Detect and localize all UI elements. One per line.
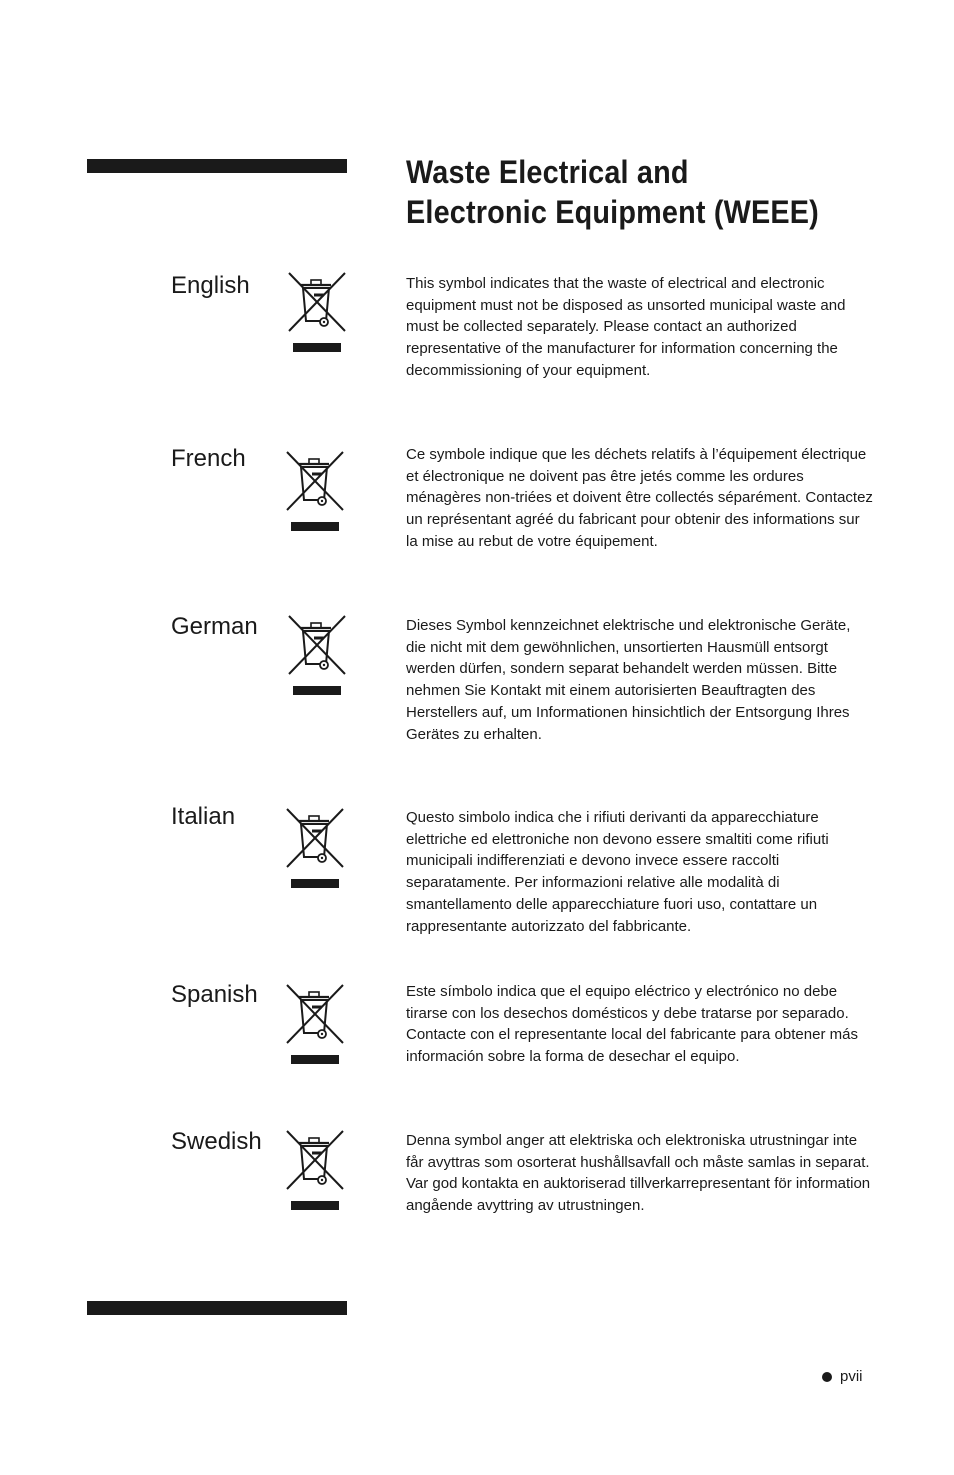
language-label-french: French <box>171 445 246 472</box>
section-text-swedish: Denna symbol anger att elektriska och elektroniska utrustningar inte får avyttras som osorterat hushållsavfall och måste samlas in separat. Var god kontakta en auktoriserad tillverkarrepresentant för information angående avyttring av utrustningen. <box>406 1132 871 1215</box>
language-label-spanish: Spanish <box>171 981 258 1008</box>
section-text-french: Ce symbole indique que les déchets relatifs à l’équipement électrique et électronique ne doivent pas être jetés comme les ordures ménagères non-triées et doivent être collectés séparément. Contactez un représentant agréé du fabricant pour obtenir des informations sur la mise au rebut de votre équipement. <box>406 446 873 550</box>
page-number <box>822 1367 863 1387</box>
crossed-out-wheelie-bin-icon <box>285 450 347 532</box>
language-label-italian: Italian <box>171 803 236 830</box>
bottom-rule <box>87 1301 347 1315</box>
crossed-out-wheelie-bin-icon <box>287 614 349 696</box>
section-text-german: Dieses Symbol kennzeichnet elektrische und elektronische Geräte, die nicht mit dem gewöhnlichen, unsortierten Hausmüll entsorgt werden dürfen, sondern separat behandelt werden müssen. Bitte nehmen Sie Kontakt mit einem autorisierten Beauftragten des Herstellers auf, um Informationen hinsichtlich der Entsorgung Ihres Gerätes zu erhalten. <box>406 617 851 743</box>
page-number-label: pvii <box>840 1368 863 1385</box>
crossed-out-wheelie-bin-icon <box>285 1129 347 1211</box>
bullet-icon <box>822 1372 832 1382</box>
language-label-english: English <box>171 272 250 299</box>
top-rule <box>87 159 347 173</box>
language-label-german: German <box>171 613 258 640</box>
section-text-spanish: Este símbolo indica que el equipo eléctrico y electrónico no debe tirarse con los desechos domésticos y debe tratarse por separado. Contacte con el representante local del fabricante para obtener más información sobre la forma de desechar el equipo. <box>406 983 858 1066</box>
page-title <box>406 152 874 232</box>
section-text-english: This symbol indicates that the waste of electrical and electronic equipment must not be disposed as unsorted municipal waste and must be collected separately. Please contact an authorized representative of the manufacturer for information concerning the decommissioning of your equipment. <box>406 275 846 379</box>
crossed-out-wheelie-bin-icon <box>287 271 349 353</box>
crossed-out-wheelie-bin-icon <box>285 983 347 1065</box>
page-title-line-2: Electronic Equipment (WEEE) <box>406 194 819 230</box>
crossed-out-wheelie-bin-icon <box>285 807 347 889</box>
section-text-italian: Questo simbolo indica che i rifiuti derivanti da apparecchiature elettriche ed elettroniche non devono essere smaltiti come rifiuti municipali indifferenziati e devono invece essere raccolti separatamente. Per informazioni relative alle modalità di smantellamento delle apparecchiature fuori uso, contattare un rappresentante autorizzato del fabbricante. <box>406 809 829 935</box>
language-label-swedish: Swedish <box>171 1128 262 1155</box>
page-title-line-1: Waste Electrical and <box>406 154 689 190</box>
